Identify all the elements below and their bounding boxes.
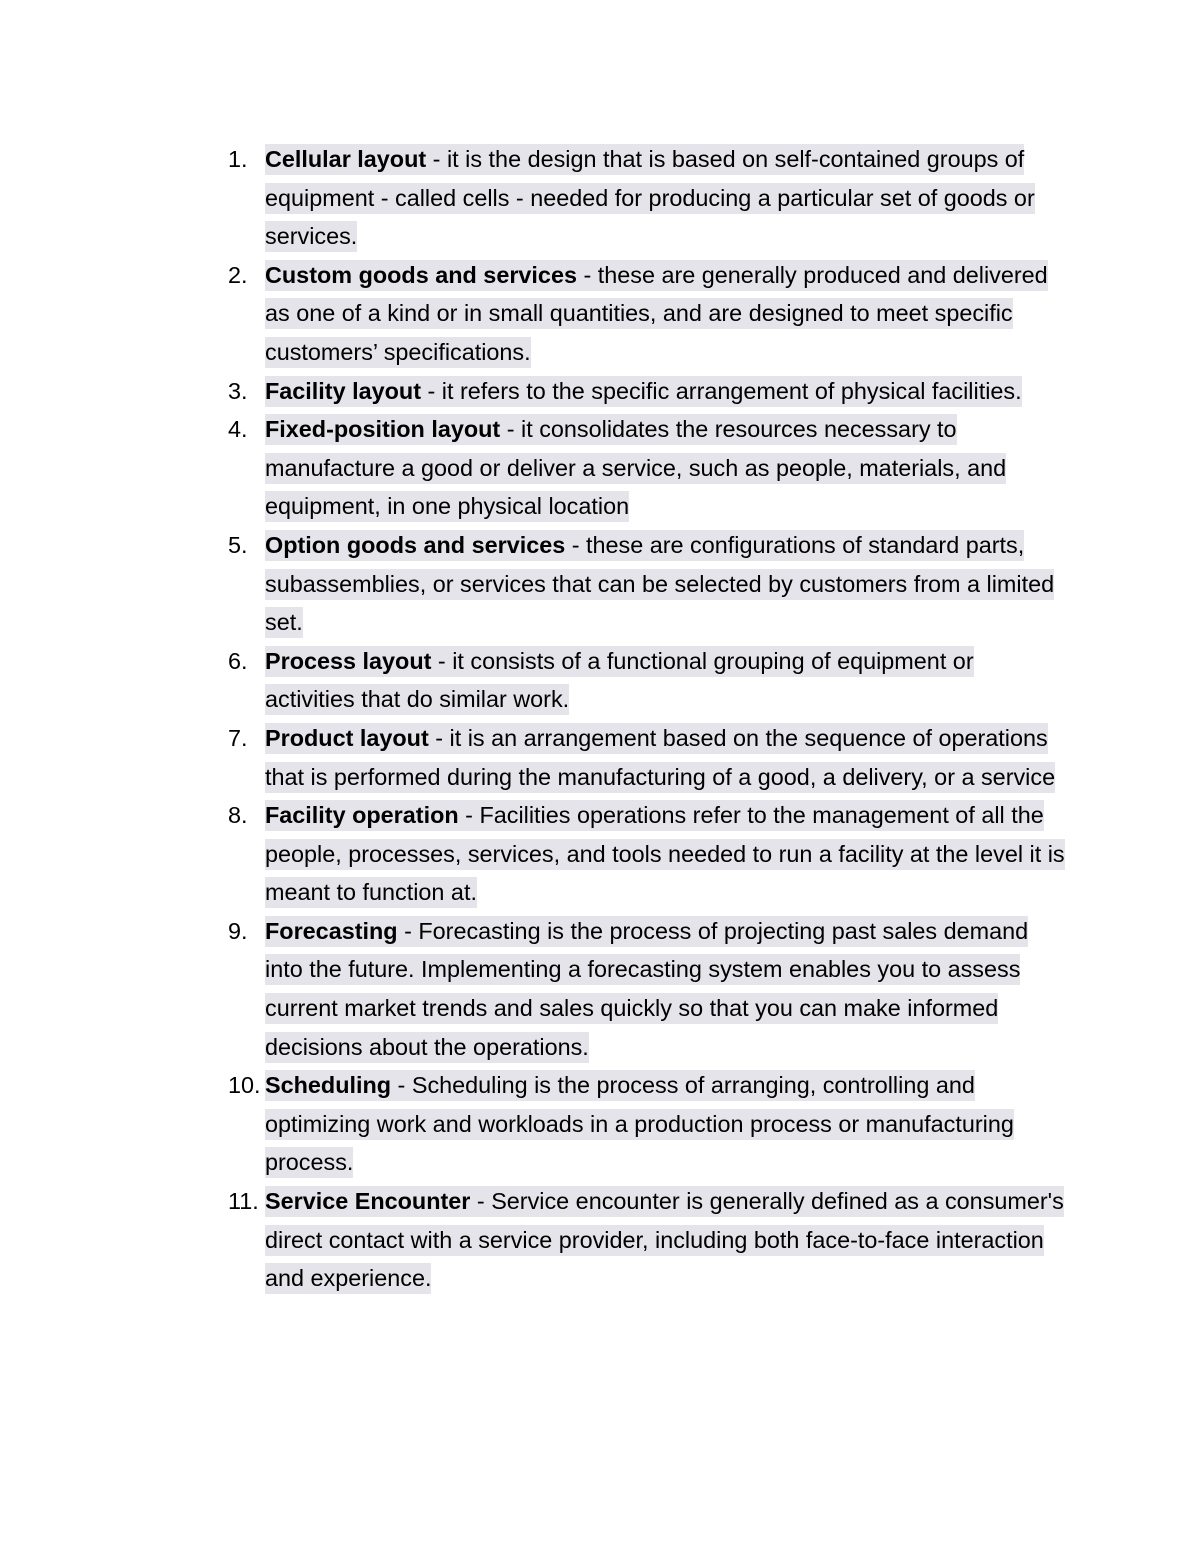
highlighted-text <box>265 260 1048 368</box>
item-term: Process layout <box>265 647 432 674</box>
item-number: 9. <box>228 917 248 944</box>
highlighted-text <box>265 800 1065 908</box>
highlighted-text <box>265 646 974 716</box>
highlighted-text <box>265 414 1006 522</box>
item-definition: - it consolidates the resources necessary to manufacture a good or deliver a service, such as people, materials, and equipment, in one physical location <box>265 416 1007 520</box>
item-number: 2. <box>228 261 248 288</box>
highlighted-text <box>265 916 1028 1063</box>
item-number: 10. <box>228 1072 261 1099</box>
item-term: Scheduling <box>265 1072 392 1099</box>
item-number: 6. <box>228 647 248 674</box>
item-number: 7. <box>228 724 248 751</box>
item-number: 11. <box>228 1188 259 1215</box>
item-term: Forecasting <box>265 917 398 944</box>
list-item <box>228 372 1068 411</box>
item-definition: - Facilities operations refer to the management of all the people, processes, services, and tools needed to run a facility at the level it is meant to function at. <box>265 802 1065 906</box>
list-item <box>228 1182 1068 1298</box>
item-number: 4. <box>228 416 248 443</box>
item-definition: - it refers to the specific arrangement of physical facilities. <box>420 377 1022 404</box>
item-term: Option goods and services <box>265 531 566 558</box>
item-term: Fixed-position layout <box>265 416 501 443</box>
highlighted-text <box>265 530 1054 638</box>
list-item <box>228 719 1068 796</box>
item-definition: - these are generally produced and delivered as one of a kind or in small quantities, and are designed to meet specific customers’ specifications. <box>265 261 1048 365</box>
highlighted-text <box>265 723 1055 793</box>
item-number: 1. <box>228 146 248 172</box>
glossary-list <box>228 140 1068 1298</box>
list-item <box>228 1066 1068 1182</box>
item-definition: - it consists of a functional grouping of equipment or activities that do similar work. <box>265 647 974 713</box>
item-definition: - it is the design that is based on self-contained groups of equipment - called cells - needed for producing a particular set of goods or services. <box>265 146 1035 250</box>
list-item <box>228 410 1068 526</box>
highlighted-text <box>265 144 1035 252</box>
item-definition: - it is an arrangement based on the sequence of operations that is performed during the manufacturing of a good, a delivery, or a service <box>265 724 1056 790</box>
item-number: 8. <box>228 802 248 829</box>
list-item <box>228 140 1068 256</box>
list-item <box>228 526 1068 642</box>
item-term: Facility operation <box>265 802 459 829</box>
item-definition: - Scheduling is the process of arranging, controlling and optimizing work and workloads in a production process or manufacturing process. <box>265 1072 1014 1176</box>
list-item <box>228 912 1068 1066</box>
item-definition: - Forecasting is the process of projecting past sales demand into the future. Implementing a forecasting system enables you to assess current market trends and sales quickly so that you can make informed decisions about the operations. <box>265 917 1029 1060</box>
item-definition: - Service encounter is generally defined as a consumer's direct contact with a service provider, including both face-to-face interaction and experience. <box>265 1188 1064 1292</box>
item-term: Service Encounter <box>265 1188 471 1215</box>
item-number: 3. <box>228 377 248 404</box>
item-term: Cellular layout <box>265 146 427 172</box>
item-definition: - these are configurations of standard parts, subassemblies, or services that can be selected by customers from a limited set. <box>265 531 1055 636</box>
list-item <box>228 796 1068 912</box>
item-term: Custom goods and services <box>265 261 577 288</box>
item-term: Product layout <box>265 724 429 751</box>
list-item <box>228 256 1068 372</box>
item-term: Facility layout <box>265 377 421 404</box>
highlighted-text <box>265 376 1022 407</box>
list-item <box>228 642 1068 719</box>
highlighted-text <box>265 1070 1014 1178</box>
highlighted-text <box>265 1186 1064 1294</box>
item-number: 5. <box>228 531 248 558</box>
